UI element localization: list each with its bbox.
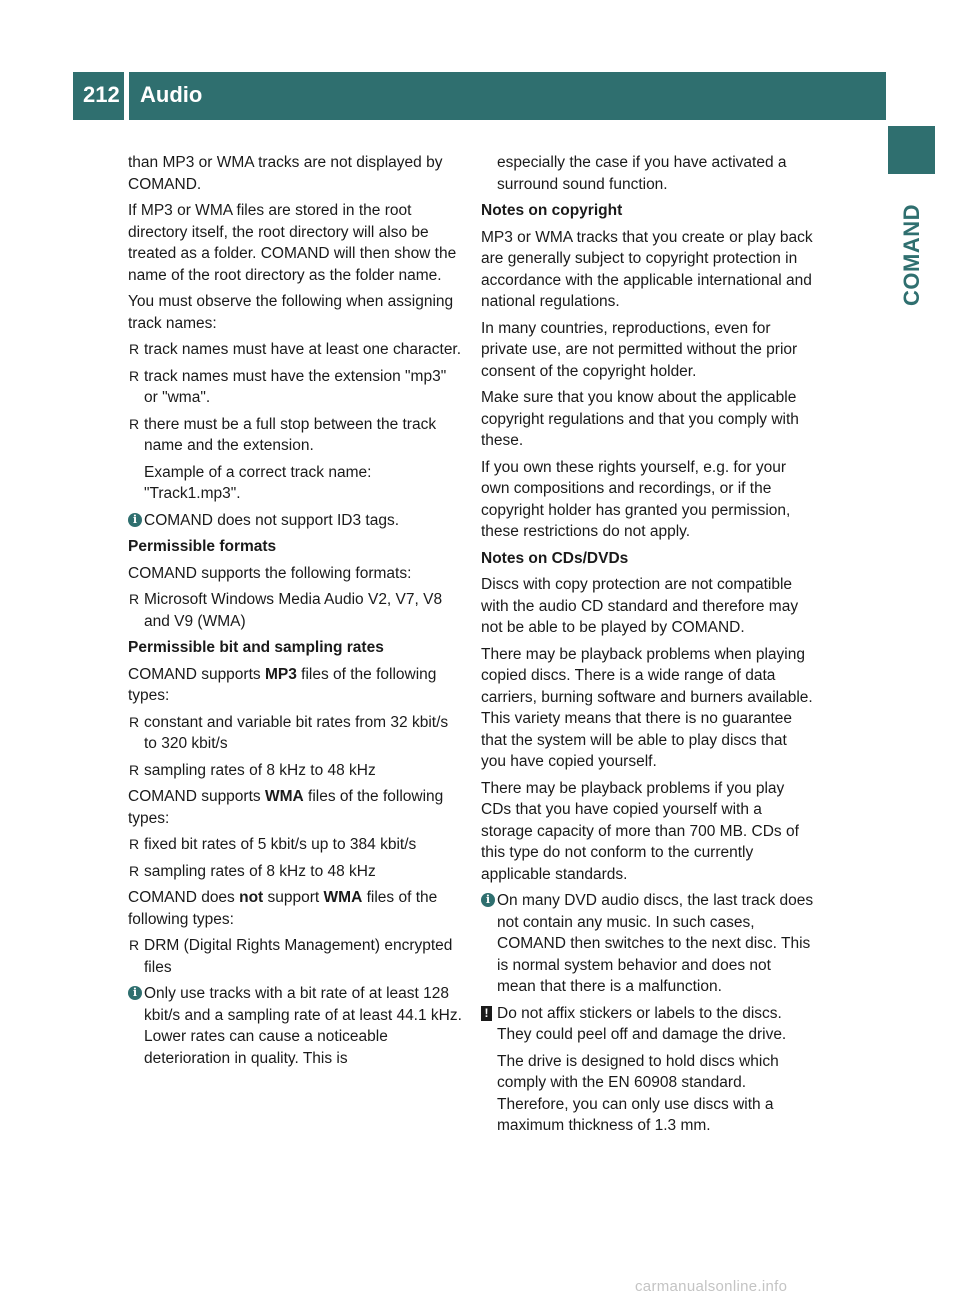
section-header: [129, 72, 886, 120]
list-item: R constant and variable bit rates from 32 kbit/s to 320 kbit/s: [128, 712, 462, 755]
section-heading: Permissible bit and sampling rates: [128, 639, 384, 656]
watermark: carmanualsonline.info: [635, 1278, 788, 1295]
warning-continuation: The drive is designed to hold discs which comply with the EN 60908 standard. Therefore, you can only use discs with a maximum thickness of 1.3 mm.: [497, 1052, 779, 1134]
example-text: Example of a correct track name: "Track1.mp3".: [144, 463, 372, 502]
paragraph: You must observe the following when assigning track names:: [128, 293, 454, 332]
page-number-box: [73, 72, 124, 120]
paragraph: Make sure that you know about the applicable copyright regulations and that you comply with these.: [481, 389, 799, 449]
left-column: [128, 152, 462, 1074]
paragraph: Discs with copy protection are not compatible with the audio CD standard and therefore may not be able to be played by COMAND.: [481, 576, 799, 636]
page-number: 212: [83, 82, 120, 107]
paragraph: There may be playback problems when playing copied discs. There is a wide range of data carriers, burning software and burners available. This variety means that there is no guarantee that the system will be able to play discs that you have copied yourself.: [481, 645, 813, 770]
list-item: R DRM (Digital Rights Management) encrypted files: [128, 935, 462, 978]
note-continuation: especially the case if you have activated a surround sound function.: [497, 154, 787, 193]
info-note: i COMAND does not support ID3 tags.: [128, 510, 462, 532]
info-note: i On many DVD audio discs, the last track does not contain any music. In such cases, COMAND then switches to the next disc. This is normal system behavior and does not mean that there is a malfunction.: [481, 890, 814, 998]
paragraph: There may be playback problems if you play CDs that you have copied yourself with a storage capacity of more than 700 MB. CDs of this type do not conform to the currently applicable standards.: [481, 779, 799, 883]
section-heading: Notes on CDs/DVDs: [481, 549, 629, 567]
list-item: R sampling rates of 8 kHz to 48 kHz: [128, 760, 462, 782]
list-item: R Microsoft Windows Media Audio V2, V7, V8 and V9 (WMA): [128, 589, 462, 632]
paragraph: than MP3 or WMA tracks are not displayed by COMAND.: [128, 154, 443, 193]
section-heading: Permissible formats: [128, 538, 277, 555]
paragraph: COMAND supports MP3 files of the following types:: [128, 665, 437, 704]
info-icon: i: [481, 893, 495, 907]
list-item: R track names must have the extension "mp3" or "wma".: [128, 366, 462, 409]
paragraph: COMAND does not support WMA files of the following types:: [128, 889, 438, 928]
side-tab-box: [888, 126, 935, 174]
section-title: Audio: [140, 82, 203, 107]
list-item: R there must be a full stop between the track name and the extension.: [128, 414, 462, 457]
warning-icon: !: [481, 1006, 492, 1021]
list-item: R fixed bit rates of 5 kbit/s up to 384 kbit/s: [128, 834, 462, 856]
paragraph: In many countries, reproductions, even for private use, are not permitted without the prior consent of the copyright holder.: [481, 319, 798, 380]
warning-note: ! Do not affix stickers or labels to the discs. They could peel off and damage the drive.: [481, 1003, 814, 1046]
list-item: R track names must have at least one character.: [128, 339, 462, 361]
paragraph: COMAND supports the following formats:: [128, 564, 412, 582]
info-icon: i: [128, 986, 142, 1000]
info-note: i Only use tracks with a bit rate of at least 128 kbit/s and a sampling rate of at least 44.1 kHz. Lower rates can cause a noticeable deterioration in quality. This is: [128, 983, 462, 1069]
paragraph: If you own these rights yourself, e.g. for your own compositions and recordings, or if the copyright holder has granted you permission, these restrictions do not apply.: [481, 458, 791, 540]
paragraph: If MP3 or WMA files are stored in the root directory itself, the root directory will also be treated as a folder. COMAND will then show the name of the root directory as the folder name.: [128, 202, 457, 284]
paragraph: COMAND supports WMA files of the following types:: [128, 788, 444, 827]
right-column: [481, 152, 814, 1142]
side-tab-label-wrap: [888, 182, 936, 327]
paragraph: MP3 or WMA tracks that you create or play back are generally subject to copyright protection in accordance with the applicable international and national regulations.: [481, 228, 813, 310]
section-heading: Notes on copyright: [481, 202, 623, 219]
info-icon: i: [128, 513, 142, 527]
list-item: R sampling rates of 8 kHz to 48 kHz: [128, 861, 462, 883]
side-tab-label: COMAND: [899, 203, 924, 306]
